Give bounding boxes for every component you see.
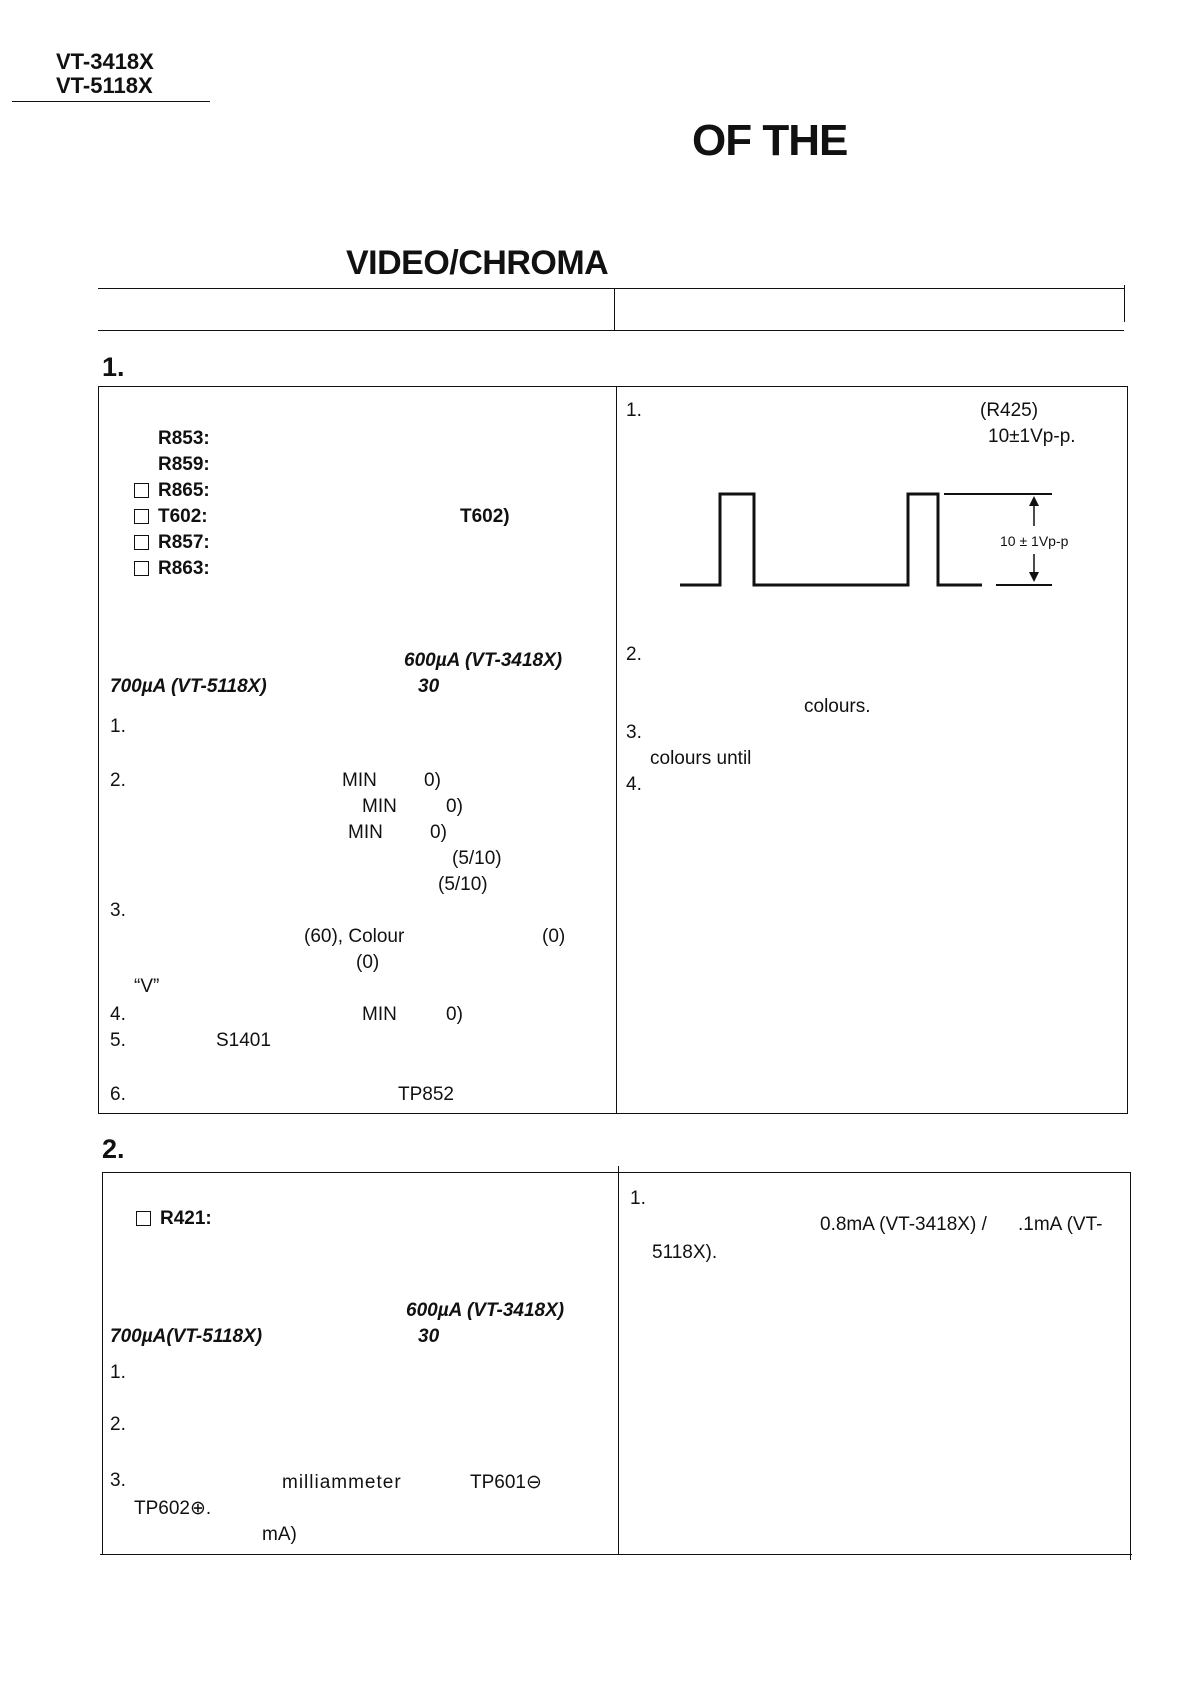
right-step-2-number: 2. [626, 644, 642, 665]
warmup-minutes: 30 [418, 676, 440, 697]
s2-tp601-negative: TP601⊖ [470, 1472, 542, 1493]
step-4-min: MIN [362, 1004, 397, 1025]
step-3-value-2: (0) [542, 926, 566, 947]
step-1-number: 1. [110, 716, 126, 737]
step-5-switch: S1401 [216, 1030, 271, 1051]
table-header-bottom-rule [98, 330, 1124, 331]
s2-current-spec-5118: 700µA(VT-5118X) [110, 1326, 263, 1347]
step-5-number: 5. [110, 1030, 126, 1051]
table-header-top-rule [98, 288, 1124, 289]
right-step-2-text: colours. [804, 696, 871, 717]
checkbox-r857[interactable] [134, 535, 149, 550]
right-step-3-number: 3. [626, 722, 642, 743]
step-2-min-2: MIN [362, 796, 397, 817]
section-2-right-edge [1130, 1172, 1131, 1560]
step-2-value-2: 0) [446, 796, 463, 817]
checkbox-r421[interactable] [136, 1211, 151, 1226]
current-spec-3418: 600µA (VT-3418X) [404, 650, 563, 671]
model-number-2: VT-5118X [56, 73, 153, 98]
section-2-bottom-rule [100, 1554, 1132, 1555]
right-r425: (R425) [980, 400, 1039, 421]
s2-milliammeter: milliammeter [282, 1472, 402, 1493]
section-2-left-edge [102, 1172, 103, 1554]
s2-right-current-3418: 0.8mA (VT-3418X) / [820, 1214, 987, 1235]
control-r857: R857: [158, 532, 210, 553]
current-spec-5118: 700µA (VT-5118X) [110, 676, 267, 697]
step-2-value-3: 0) [430, 822, 447, 843]
s2-step-1-number: 1. [110, 1362, 126, 1383]
s2-step-3-number: 3. [110, 1470, 126, 1491]
control-r853: R853: [158, 428, 210, 449]
step-2-number: 2. [110, 770, 126, 791]
step-2-value-5: (5/10) [438, 874, 488, 895]
s2-step-2-number: 2. [110, 1414, 126, 1435]
right-amplitude: 10±1Vp-p. [988, 426, 1076, 447]
right-step-3-text: colours until [650, 748, 752, 769]
step-3-v-mark: “V” [134, 976, 160, 997]
section-2-top-rule [102, 1172, 1130, 1173]
arrow-down-head [1029, 572, 1039, 582]
s2-tp602-positive: TP602⊕. [134, 1498, 212, 1519]
section-1-number: 1. [102, 352, 125, 382]
step-2-value-1: 0) [424, 770, 441, 791]
step-6-testpoint: TP852 [398, 1084, 454, 1105]
checkbox-t602[interactable] [134, 509, 149, 524]
waveform-amplitude-label: 10 ± 1Vp-p [1000, 533, 1069, 549]
s2-unit: mA) [262, 1524, 297, 1545]
step-4-value: 0) [446, 1004, 463, 1025]
model-underline [12, 101, 210, 102]
right-step-1-number: 1. [626, 400, 642, 421]
page-title: OF THE [692, 116, 848, 165]
s2-right-current-5118-a: .1mA (VT- [1018, 1214, 1103, 1235]
waveform-trace [680, 494, 982, 585]
checkbox-r865[interactable] [134, 483, 149, 498]
arrow-up-head [1029, 496, 1039, 506]
step-6-number: 6. [110, 1084, 126, 1105]
control-r859: R859: [158, 454, 210, 475]
table-header-right-edge [1124, 285, 1125, 322]
section-2-divider [618, 1166, 619, 1554]
right-step-4-number: 4. [626, 774, 642, 795]
step-2-min-1: MIN [342, 770, 377, 791]
section-1-divider [616, 386, 617, 1114]
s2-right-step-1-number: 1. [630, 1188, 646, 1209]
model-number-1: VT-3418X [56, 49, 154, 74]
section-heading: VIDEO/CHROMA [346, 244, 609, 282]
table-header-divider [614, 288, 615, 330]
s2-current-spec-3418: 600µA (VT-3418X) [406, 1300, 565, 1321]
control-r863: R863: [158, 558, 210, 579]
step-3-value-3: (0) [356, 952, 380, 973]
t602-note: T602) [460, 506, 510, 527]
s2-warmup-minutes: 30 [418, 1326, 440, 1347]
step-2-min-3: MIN [348, 822, 383, 843]
step-2-value-4: (5/10) [452, 848, 502, 869]
control-r865: R865: [158, 480, 210, 501]
control-r421: R421: [160, 1208, 212, 1229]
section-2-number: 2. [102, 1134, 125, 1164]
step-3-value-1: (60), Colour [304, 926, 405, 947]
control-t602: T602: [158, 506, 208, 527]
s2-right-current-5118-b: 5118X). [652, 1242, 718, 1263]
step-3-number: 3. [110, 900, 126, 921]
step-4-number: 4. [110, 1004, 126, 1025]
checkbox-r863[interactable] [134, 561, 149, 576]
